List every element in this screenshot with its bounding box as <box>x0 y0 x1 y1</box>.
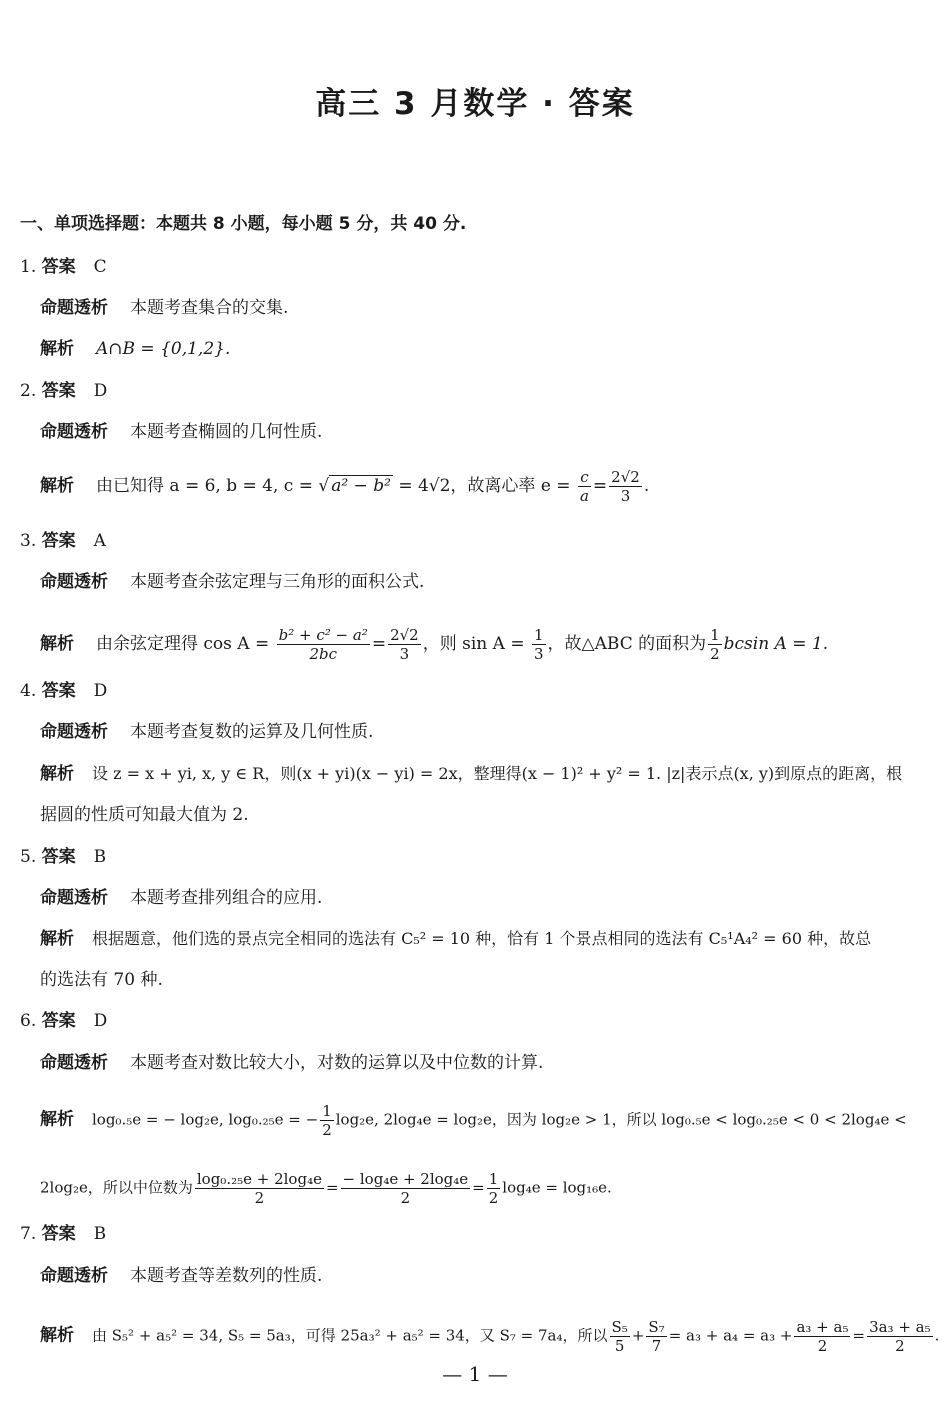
q3-answer-label: 答案 <box>41 531 76 551</box>
q7-answer <box>20 1222 106 1246</box>
q4-analysis-cont: 据圆的性质可知最大值为 2. <box>40 805 249 825</box>
q2-radicand: a² − b² <box>331 476 391 496</box>
q2-f1-num: c <box>578 468 591 487</box>
q6-insight-label: 命题透析 <box>40 1053 108 1073</box>
q2-fraction-result <box>609 468 642 505</box>
q1-answer-label: 答案 <box>41 257 76 277</box>
q7-analysis-label: 解析 <box>40 1325 74 1346</box>
q5-insight-text: 本题考查排列组合的应用. <box>130 888 323 908</box>
q6-analysis <box>40 1102 907 1139</box>
q5-choice: B <box>93 847 107 867</box>
q3-end: bcsin A = 1. <box>723 634 829 654</box>
q7-end: . <box>934 1326 940 1345</box>
q3-f1-den: 2bc <box>309 645 337 663</box>
q2-insight-text: 本题考查椭圆的几何性质. <box>130 422 323 442</box>
q5-number: 5. <box>20 847 37 867</box>
q6-fraction-simplified <box>341 1170 471 1207</box>
q6-f2-num: log₀.₂₅e + 2log₄e <box>196 1170 322 1188</box>
document-title: 高三 3 月数学 · 答案 <box>315 86 635 122</box>
q3-fraction-half <box>708 626 722 663</box>
q3-answer <box>20 529 106 553</box>
q6-line1a: log₀.₅e = − log₂e, log₀.₂₅e = − <box>92 1110 319 1129</box>
q3-f2-num: 2√2 <box>390 626 419 644</box>
q7-number: 7. <box>20 1224 37 1244</box>
q4-insight <box>40 720 373 744</box>
q7-insight-label: 命题透析 <box>40 1266 108 1286</box>
q3-number: 3. <box>20 531 37 551</box>
q6-f4-num: 1 <box>488 1170 499 1188</box>
q7-f3-num: a₃ + a₅ <box>796 1318 849 1336</box>
q5-analysis-label: 解析 <box>40 929 74 949</box>
q1-analysis <box>40 337 230 361</box>
section-title: 一、单项选择题：本题共 8 小题，每小题 5 分，共 40 分. <box>20 214 467 234</box>
q3-f4-num: 1 <box>710 626 720 644</box>
q4-choice: D <box>93 681 108 701</box>
q2-answer <box>20 379 107 403</box>
q3-text-mid: ，则 sin A = <box>422 634 525 654</box>
q4-analysis-label: 解析 <box>40 764 74 784</box>
q7-f2-den: 7 <box>651 1337 662 1355</box>
q3-f2-den: 3 <box>399 645 410 663</box>
q3-fraction-sin <box>532 626 546 663</box>
q3-analysis: 解析 由余弦定理得 cos A = $\frac{\text{b² + c² − a²}}{2bc}$ = $\frac{2√2}{3}$ ，则 sin A = $\frac{1}{3}$ ，故△ABC 的面积为 $\frac{1}{2}$ bcsin A = 1. <box>40 626 829 663</box>
q7-f1-num: S₅ <box>611 1318 628 1336</box>
q7-fraction-avg <box>794 1318 850 1355</box>
q7-text-mid: = a₃ + a₄ = a₃ + <box>668 1326 793 1345</box>
q2-number: 2. <box>20 381 37 401</box>
q4-insight-text: 本题考查复数的运算及几何性质. <box>130 722 374 742</box>
q7-analysis: 解析 由 S₅² + a₅² = 34, S₅ = 5a₃，可得 25a₃² + a₅² = 34，又 S₇ = 7a₄，所以 $\frac{\text{S₅}}{5}$ + $\frac{\text{S₇}}{7}$ = a₃ + a₄ = a₃ + $\frac{\text{a₃ + a₅}}{2}$ = $\frac{\text{3a₃ + a₅}}{2}$ . <box>40 1318 940 1355</box>
q2-text-mid: = 4√2，故离心率 e = <box>398 476 571 496</box>
q7-fraction-s5 <box>610 1318 630 1355</box>
q3-f1-num: b² + c² − a² <box>278 626 368 644</box>
q5-insight-label: 命题透析 <box>40 888 108 908</box>
q3-text-pre: 由余弦定理得 cos A = <box>96 634 270 654</box>
q6-f4-den: 2 <box>488 1189 499 1207</box>
q7-f4-den: 2 <box>895 1337 905 1355</box>
q2-choice: D <box>93 381 108 401</box>
q7-text-pre: 由 S₅² + a₅² = 34, S₅ = 5a₃，可得 25a₃² + a₅² = 34，又 S₇ = 7a₄，所以 <box>92 1326 608 1345</box>
q3-fraction-value <box>388 626 421 663</box>
q2-insight <box>40 420 322 444</box>
q7-fraction-result <box>867 1318 933 1355</box>
q6-insight-text: 本题考查对数比较大小，对数的运算以及中位数的计算. <box>130 1053 544 1073</box>
q1-insight <box>40 296 288 320</box>
q4-answer-label: 答案 <box>41 681 76 701</box>
q7-fraction-s7 <box>646 1318 666 1355</box>
q6-fraction-median <box>195 1170 324 1207</box>
q2-end: . <box>643 476 650 496</box>
q6-answer-label: 答案 <box>41 1011 76 1031</box>
q7-insight-text: 本题考查等差数列的性质. <box>130 1266 323 1286</box>
q3-insight-label: 命题透析 <box>40 572 108 592</box>
q3-fraction-cos <box>277 626 370 663</box>
q6-insight <box>40 1051 543 1075</box>
q5-insight <box>40 886 322 910</box>
q3-f4-den: 2 <box>710 645 720 663</box>
q3-f3-num: 1 <box>533 626 544 644</box>
q1-analysis-label: 解析 <box>40 339 74 359</box>
q6-fraction-half-2 <box>487 1170 501 1207</box>
q3-analysis-label: 解析 <box>40 634 74 654</box>
q1-choice: C <box>93 257 107 277</box>
q4-number: 4. <box>20 681 37 701</box>
q6-f1-num: 1 <box>322 1102 332 1120</box>
q6-choice: D <box>93 1011 108 1031</box>
q7-f1-den: 5 <box>614 1337 625 1355</box>
q7-answer-label: 答案 <box>41 1224 76 1244</box>
q6-line2a: 2log₂e，所以中位数为 <box>40 1178 193 1197</box>
q5-answer-label: 答案 <box>41 847 76 867</box>
q1-insight-label: 命题透析 <box>40 298 108 318</box>
q7-f4-num: 3a₃ + a₅ <box>869 1318 931 1336</box>
q1-answer <box>20 255 107 279</box>
q3-choice: A <box>93 531 106 551</box>
q2-f2-num: 2√2 <box>611 468 640 486</box>
q4-answer <box>20 679 107 703</box>
q6-f1-den: 2 <box>322 1121 332 1139</box>
q7-choice: B <box>93 1224 107 1244</box>
q4-line1: 设 z = x + yi, x, y ∈ R，则(x + yi)(x − yi) = 2x，整理得(x − 1)² + y² = 1. |z|表示点(x, y)到原点的距离，根 <box>92 764 903 783</box>
q4-insight-label: 命题透析 <box>40 722 108 742</box>
q2-analysis-label: 解析 <box>40 476 74 496</box>
q2-text-pre: 由已知得 a = 6, b = 4, c = <box>96 476 313 496</box>
q6-number: 6. <box>20 1011 37 1031</box>
q6-answer <box>20 1009 107 1033</box>
q6-analysis-cont: 2log₂e，所以中位数为 $\frac{\text{log₀.₂₅e + 2log₄e}}{2}$ = $\frac{\text{− log₄e + 2log₄e}}{2}$ = $\frac{1}{2}$ log₄e = log₁₆e. <box>40 1170 612 1207</box>
q6-f3-num: − log₄e + 2log₄e <box>342 1170 469 1188</box>
q5-analysis <box>40 927 871 951</box>
q1-insight-text: 本题考查集合的交集. <box>130 298 289 318</box>
q6-f2-den: 2 <box>254 1189 265 1207</box>
q5-answer <box>20 845 106 869</box>
q7-f3-den: 2 <box>817 1337 828 1355</box>
q7-f2-num: S₇ <box>648 1318 665 1336</box>
q3-f3-den: 3 <box>533 645 544 663</box>
page-number: — 1 — <box>442 1362 508 1386</box>
q5-analysis-cont: 的选法有 70 种. <box>40 970 163 990</box>
q2-analysis: 解析 由已知得 a = 6, b = 4, c = √ a² − b² = 4√2，故离心率 e = $\frac{c}{a}$ = $\frac{2√2}{3}$ . <box>40 468 650 505</box>
q2-answer-label: 答案 <box>41 381 76 401</box>
q1-number: 1. <box>20 257 37 277</box>
q6-line1b: log₂e, 2log₄e = log₂e，因为 log₂e > 1，所以 log₀.₅e < log₀.₂₅e < 0 < 2log₄e < <box>335 1110 907 1129</box>
q6-analysis-label: 解析 <box>40 1109 74 1130</box>
q3-insight-text: 本题考查余弦定理与三角形的面积公式. <box>130 572 425 592</box>
q6-fraction-half <box>320 1102 334 1139</box>
q7-insight <box>40 1264 322 1288</box>
q6-f3-den: 2 <box>400 1189 411 1207</box>
q3-insight <box>40 570 424 594</box>
q2-f1-den: a <box>579 487 589 505</box>
q4-analysis <box>40 762 902 786</box>
q2-insight-label: 命题透析 <box>40 422 108 442</box>
q1-analysis-text: A∩B = {0,1,2}. <box>96 339 231 359</box>
q6-line2b: log₄e = log₁₆e. <box>502 1178 612 1197</box>
q5-line1: 根据题意，他们选的景点完全相同的选法有 C₅² = 10 种，恰有 1 个景点相同的选法有 C₅¹A₄² = 60 种，故总 <box>92 929 872 948</box>
q2-f2-den: 3 <box>620 487 631 505</box>
q2-fraction-c-over-a <box>578 468 591 505</box>
q3-text-mid2: ，故△ABC 的面积为 <box>547 634 707 654</box>
